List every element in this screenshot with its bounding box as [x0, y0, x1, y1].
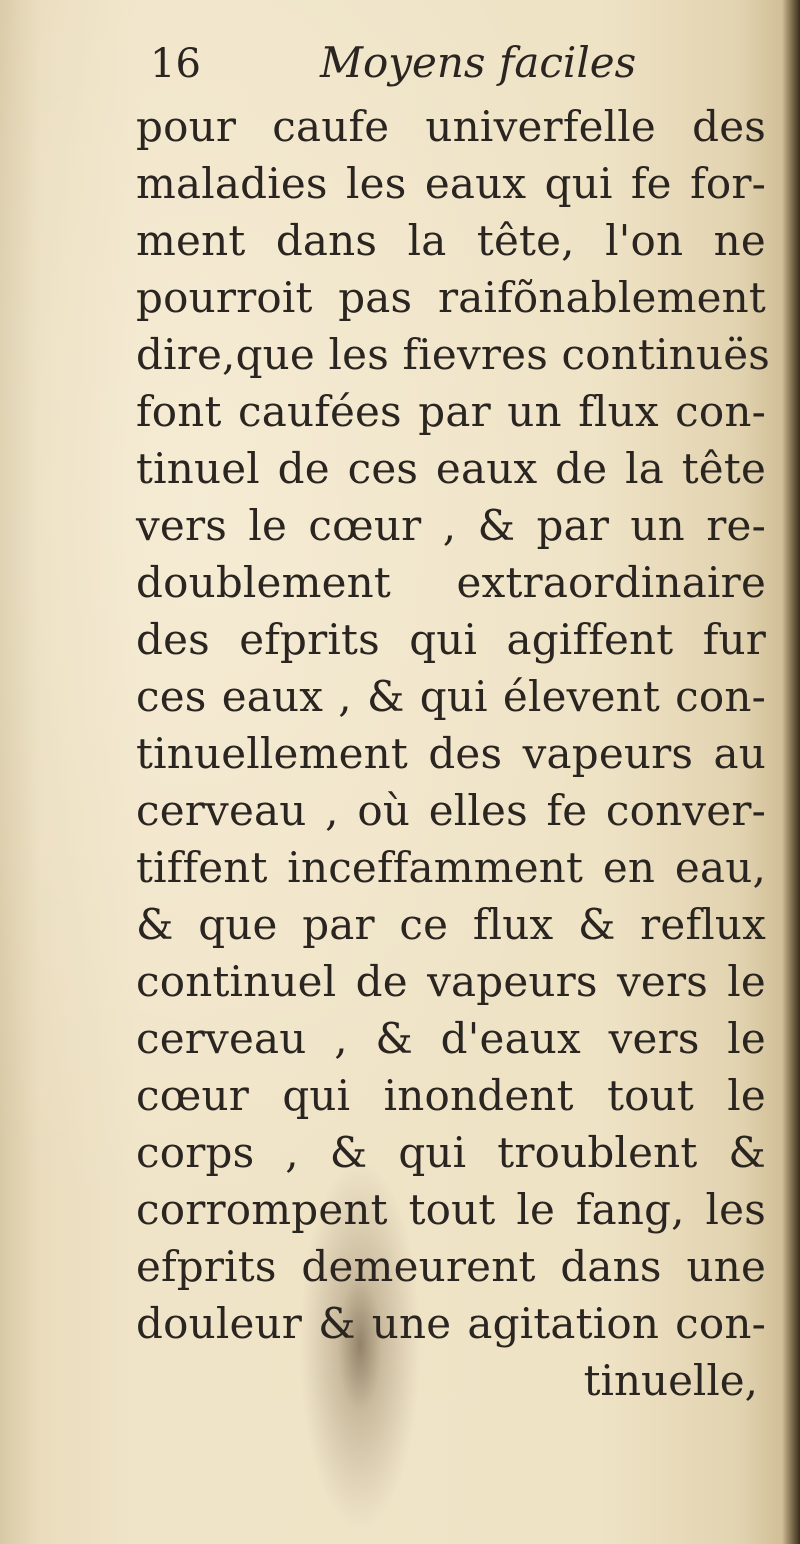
text-line: corps , & qui troublent &: [136, 1128, 766, 1177]
running-head: [136, 28, 766, 98]
catchword: tinuelle,: [583, 1356, 758, 1405]
text-line: font caufées par un flux con-: [136, 387, 766, 436]
text-line: corrompent tout le fang, les: [136, 1185, 766, 1234]
text-line: tiffent inceffamment en eau,: [136, 843, 766, 892]
text-line: cerveau , & d'eaux vers le: [136, 1014, 766, 1063]
page-binding-shadow: [782, 0, 800, 1544]
text-line: ment dans la tête, l'on ne: [136, 216, 766, 265]
text-line: vers le cœur , & par un re-: [136, 501, 766, 550]
text-block: [136, 28, 771, 1409]
text-line: cœur qui inondent tout le: [136, 1071, 766, 1120]
text-line: cerveau , où elles fe conver-: [136, 786, 766, 835]
text-line: doublement extraordinaire: [136, 558, 766, 607]
body-text: [136, 98, 771, 1409]
text-line: pour caufe univerfelle des: [136, 102, 766, 151]
running-title: Moyens faciles: [320, 38, 637, 87]
text-line: tinuellement des vapeurs au: [136, 729, 766, 778]
text-line: dire,que les fievres continuës: [136, 330, 771, 379]
page-number: 16: [150, 41, 201, 87]
text-line: maladies les eaux qui fe for-: [136, 159, 766, 208]
text-line: pourroit pas raifõnablement: [136, 273, 766, 322]
text-line: continuel de vapeurs vers le: [136, 957, 766, 1006]
text-line: ces eaux , & qui élevent con-: [136, 672, 766, 721]
text-line: efprits demeurent dans une: [136, 1242, 766, 1291]
text-line: & que par ce flux & reflux: [136, 900, 766, 949]
text-line: douleur & une agitation con-: [136, 1299, 766, 1348]
text-line: tinuel de ces eaux de la tête: [136, 444, 766, 493]
text-line: des efprits qui agiffent fur: [136, 615, 766, 664]
